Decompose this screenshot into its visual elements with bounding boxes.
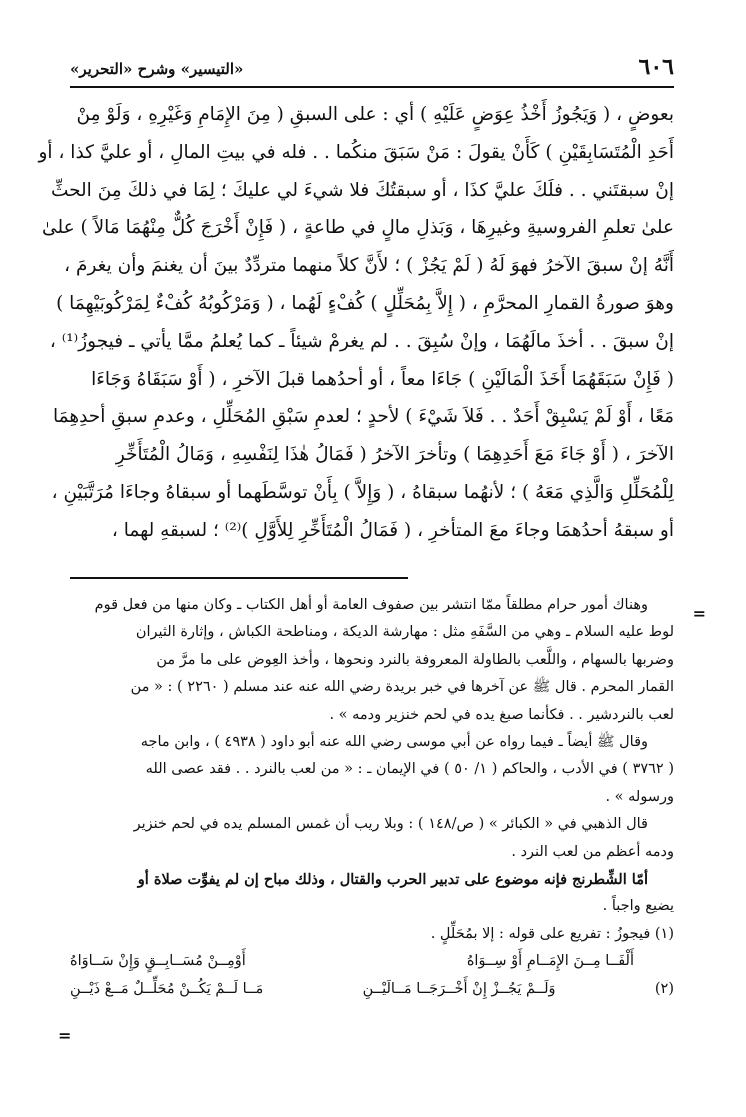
footnote-line: يضيع واجباً . [602,898,674,915]
text-line: ( فَإِنْ سَبَقَهُمَا أَخَذَ الْمَالَيْنِ ) جَاءَا معاً ، أو أحدُهما قبلَ الآخرِ ، ( أَوْ سَبَقَاهُ وَجَاءَا [91,368,674,390]
footnote-2 [70,976,674,1003]
footnote-line: ورسوله » . [605,788,674,805]
verse-second-half: مَــا لَــمْ يَكُــنْ مُحَلِّــلٌ مَــعْ ذَيْــنِ [70,980,264,997]
footnote-number: (٢) [654,980,674,997]
running-title: «التيسير» وشرح «التحرير» [70,60,244,78]
footnote-line: وهناك أمور حرام مطلقاً ممّا انتشر بين صفوف العامة أو أهل الكتاب ـ وكان منها من فعل قوم [94,597,648,613]
footnote-line: لوط عليه السلام ـ وهي من السَّفَهِ مثل : مهارشة الديكة ، ومناطحة الكباش ، وإثارة الثيران [135,624,674,641]
verse-first-half: أَلْفَــا مِــنَ الإِمَــامِ أَوْ سِــوَاهُ [466,953,634,970]
verse-first-half: وَلَــمْ يَجُــزْ إِنْ أَخْــرَجَــا مَــالَيْــنِ [362,980,556,997]
verse-second-half: أَوْمِــنْ مُسَــابِــقٍ وَإِنْ سَــاوَاهُ [70,953,246,970]
text-line: لِلْمُحَلِّلِ وَالَّذِي مَعَهُ ) ؛ لأنهُما سبقاهُ ، ( وَإِلاَّ ) بِأَنْ توسَّطَهما أو سبقاهُ وجاءَا مُرَتَّبَيْنِ ، [51,481,674,503]
footnote-number: (١) [654,925,674,942]
footnotes [70,592,674,1003]
footnote-line: القمار المحرم . قال ﷺ عن آخرها في خبر بريدة رضي الله عنه عند مسلم ( ٢٢٦٠ ) : « من [130,679,674,696]
footnote-line: قال الذهبي في « الكبائر » ( ص/١٤٨ ) : وبلا ريب أن غمس المسلم يده في لحم خنزير [133,816,648,833]
continuation-mark: = [692,604,706,623]
main-text [38,96,674,550]
text-line: مَعًا ، أَوْ لَمْ يَسْبِقْ أَحَدٌ . . فَلاَ شَيْءَ ) لأحدٍ ؛ لعدمِ سَبْقِ المُحَلِّلِ ، وعدمِ سبقِ أحدِهِمَا [53,406,674,428]
text-line: إنْ سبقَ . . أخذَ مالَهُمَا ، وإنْ سُبِقَ . . لم يغرمْ شيئاً ـ كما يُعلمُ ممَّا يأتي ـ فيجوزُ⁽¹⁾ ، [49,330,674,352]
footnote-text: فيجوزُ : تفريع على قوله : إلا بمُحَلِّلٍ . [430,925,651,942]
footnote-line: ( ٣٧٦٢ ) في الأدب ، والحاكم ( ١/ ٥٠ ) في الإيمان ـ : « من لعب بالنرد . . فقد عصى الله [145,761,674,778]
poem-verse [70,948,674,975]
footnote-divider [70,577,408,579]
text-line: أَحَدِ الْمُتَسَابِقَيْنِ ) كَأَنْ يقولَ : مَنْ سَبَقَ منكُما . . فله في بيتِ المالِ ، أو عليَّ كذا ، أو [38,141,674,163]
end-mark: = [58,1026,72,1045]
text-line: الآخرَ ، ( أَوْ جَاءَ مَعَ أَحَدِهِمَا ) وتأخرَ الآخرُ ( فَمَالُ هٰذَا لِنَفْسِهِ ، وَمَالُ الْمُتَأَخِّرِ [115,444,674,466]
text-line: أَنَّهُ إنْ سبقَ الآخرُ فهوَ لَهُ ( لَمْ يَجُزْ ) ؛ لأَنَّ كلاً منهما متردِّدٌ بينَ أن يغنمَ وأن يغرمَ ، [64,255,674,277]
page-header [70,52,674,88]
text-line: وهوَ صورةُ القمارِ المحرَّمِ ، ( إِلاَّ بِمُحَلِّلٍ ) كُفْءٍ لَهُما ، ( وَمَرْكُوبُهُ كُفْءٌ لِمَرْكُوبَيْهِمَا ) [56,292,674,314]
text-line: إنْ سبقتَني . . فلَكَ عليَّ كذَا ، أو سبقتُكَ فلا شيءَ لي عليكَ ؛ لِمَا في ذلكَ مِنَ الحثِّ [50,179,674,201]
footnote-line: أمّا الشِّطرنج فإنه موضوع على تدبير الحرب والقتال ، وذلك مباح إن لم يفوِّت صلاة أو [137,871,648,889]
page-number: ٦٠٦ [638,54,674,80]
footnote-line: وقال ﷺ أيضاً ـ فيما رواه عن أبي موسى رضي الله عنه أبو داود ( ٤٩٣٨ ) ، وابن ماجه [140,734,648,751]
text-line: بعوضٍ ، ( وَيَجُوزُ أَخْذُ عِوَضٍ عَلَيْهِ ) أي : على السبقِ ( مِنَ الإِمَامِ وَغَيْرِهِ ، وَلَوْ مِنْ [76,104,674,125]
footnote-line: ودمه أعظم من لعب النرد . [511,843,674,860]
footnote-line: لعب بالنردشير . . فكأنما صبغ يده في لحم خنزير ودمه » . [329,706,674,723]
footnote-1 [70,921,674,948]
text-line: علىٰ تعلمِ الفروسيةِ وغيرِهَا ، وَبَذلِ مالٍ في طاعةٍ ، ( فَإِنْ أَخْرَجَ كُلٌّ مِنْهُمَا مَالاً ) علىٰ [42,217,674,239]
text-line: أو سبقهُ أحدُهمَا وجاءَ معَ المتأخرِ ، ( فَمَالُ الْمُتَأَخِّرِ لِلأَوَّلِ )⁽²⁾ ؛ لسبقهِ لهما ، [111,519,674,541]
footnote-line: وضربها بالسهام ، واللَّعب بالطاولة المعروفة بالنرد ونحوها ، وأخذ العِوض على ما مرَّ من [156,651,674,668]
